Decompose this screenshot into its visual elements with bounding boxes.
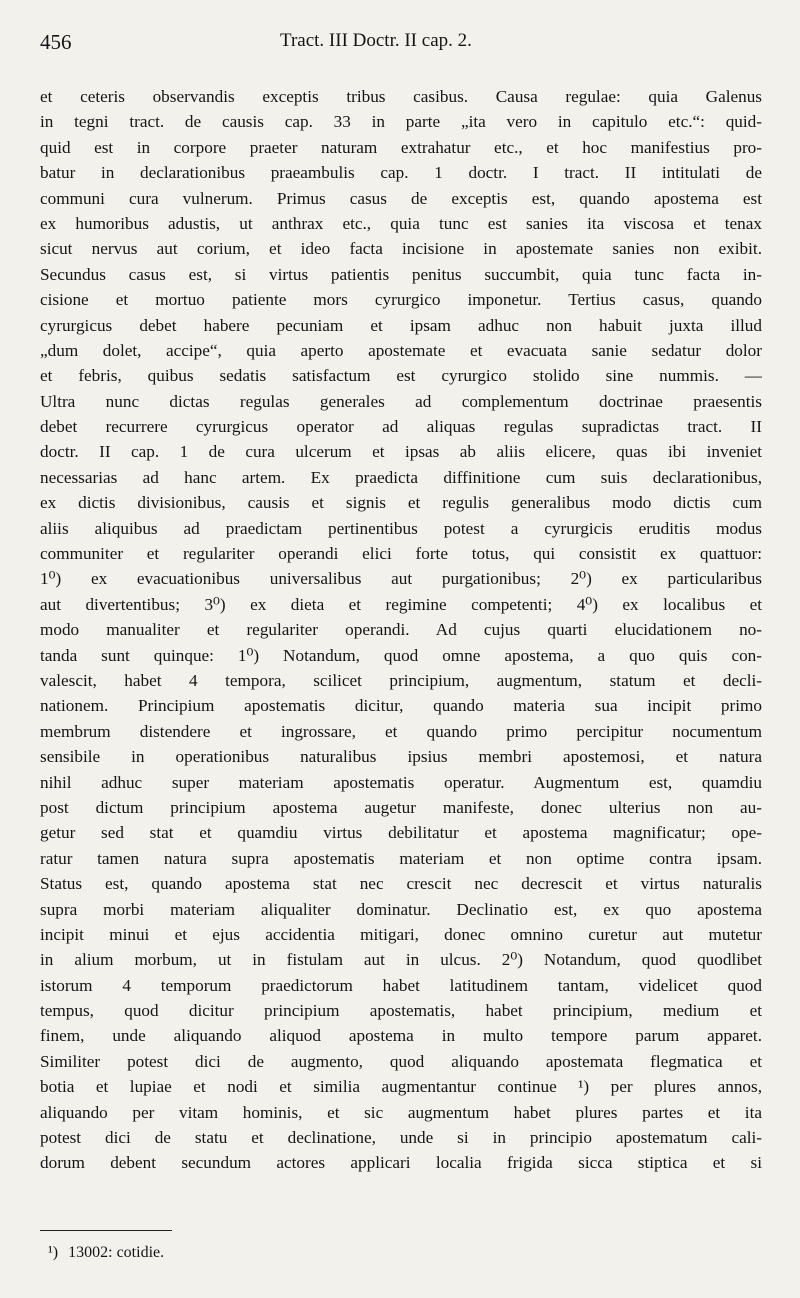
footnote-text: 13002: cotidie. (68, 1244, 165, 1261)
text-line: in tegni tract. de causis cap. 33 in parte „ita vero in capitulo etc.“: quid- (40, 112, 762, 132)
text-line: ratur tamen natura supra apostematis materiam et non optime contra ipsam. (40, 848, 762, 868)
text-line: incipit minui et ejus accidentia mitigari, donec omnino curetur aut mutetur (40, 924, 762, 944)
text-line: istorum 4 temporum praedictorum habet latitudinem tantam, videlicet quod (40, 975, 762, 995)
text-line: cisione et mortuo patiente mors cyrurgico imponetur. Tertius casus, quando (40, 290, 762, 310)
text-line: et febris, quibus sedatis satisfactum est cyrurgico stolido sine nummis. — (40, 366, 762, 386)
text-line: supra morbi materiam aliqualiter dominatur. Declinatio est, ex quo apostema (40, 899, 762, 919)
text-line: getur sed stat et quamdiu virtus debilitatur et apostema magnificatur; ope- (40, 823, 762, 843)
text-line: tempus, quod dicitur principium apostematis, habet principium, medium et (40, 1001, 762, 1021)
footnote-marker: ¹) (48, 1244, 59, 1261)
text-line: valescit, habet 4 tempora, scilicet principium, augmentum, statum et decli- (40, 670, 762, 690)
text-line: botia et lupiae et nodi et similia augmentantur continue ¹) per plures annos, (40, 1077, 762, 1097)
text-line: aut divertentibus; 3⁰) ex dieta et regimine competenti; 4⁰) ex localibus et (40, 594, 762, 614)
text-line: potest dici de statu et declinatione, unde si in principio apostematum cali- (40, 1128, 762, 1148)
text-line: membrum distendere et ingrossare, et quando primo percipitur nocumentum (40, 721, 762, 741)
text-line: et ceteris observandis exceptis tribus casibus. Causa regulae: quia Galenus (40, 87, 762, 106)
text-line: sensibile in operationibus naturalibus ipsius membri apostemosi, et natura (40, 747, 762, 767)
text-line: sicut nervus aut corium, et ideo facta incisione in apostemate sanies non exibit. (40, 239, 762, 259)
text-line: modo manualiter et regulariter operandi. Ad cujus quarti elucidationem no- (40, 620, 762, 640)
text-line: dorum debent secundum actores applicari localia frigida sicca stiptica et si (40, 1153, 762, 1173)
text-line: Status est, quando apostema stat nec crescit nec decrescit et virtus naturalis (40, 874, 762, 894)
text-line: post dictum principium apostema augetur manifeste, donec ulterius non au- (40, 797, 762, 817)
text-line: nihil adhuc super materiam apostematis operatur. Augmentum est, quamdiu (40, 772, 762, 792)
text-line: tanda sunt quinque: 1⁰) Notandum, quod omne apostema, a quo quis con- (40, 645, 762, 665)
text-line: communiter et regulariter operandi elici forte totus, qui consistit ex quattuor: (40, 544, 762, 564)
text-line: ex humoribus adustis, ut anthrax etc., quia tunc est sanies ita viscosa et tenax (40, 213, 762, 233)
text-line: batur in declarationibus praeambulis cap. 1 doctr. I tract. II intitulati de (40, 163, 762, 183)
footnote-divider (40, 1230, 172, 1231)
text-line: aliquando per vitam hominis, et sic augmentum habet plures partes et ita (40, 1102, 762, 1122)
text-line: necessarias ad hanc artem. Ex praedicta diffinitione cum suis declarationibus, (40, 467, 762, 487)
text-line: finem, unde aliquando aliquod apostema in multo tempore parum apparet. (40, 1026, 762, 1046)
body-text (40, 84, 762, 1176)
page-number: 456 (40, 30, 72, 54)
text-line: in alium morbum, ut in fistulam aut in ulcus. 2⁰) Notandum, quod quodlibet (40, 950, 762, 970)
text-line: quid est in corpore praeter naturam extrahatur etc., et hoc manifestius pro- (40, 137, 762, 157)
text-line: Similiter potest dici de augmento, quod aliquando apostemata flegmatica et (40, 1051, 762, 1071)
text-line: communi cura vulnerum. Primus casus de exceptis est, quando apostema est (40, 188, 762, 208)
text-line: cyrurgicus debet habere pecuniam et ipsam adhuc non habuit juxta illud (40, 315, 762, 335)
text-line: 1⁰) ex evacuationibus universalibus aut purgationibus; 2⁰) ex particularibus (40, 569, 762, 589)
text-line: aliis aliquibus ad praedictam pertinentibus potest a cyrurgicis eruditis modus (40, 518, 762, 538)
text-line: Ultra nunc dictas regulas generales ad complementum doctrinae praesentis (40, 391, 762, 411)
text-line: nationem. Principium apostematis dicitur, quando materia sua incipit primo (40, 696, 762, 716)
text-line: Secundus casus est, si virtus patientis penitus succumbit, quia tunc facta in- (40, 264, 762, 284)
footnote (48, 1244, 164, 1262)
text-line: ex dictis divisionibus, causis et signis et regulis generalibus modo dictis cum (40, 493, 762, 513)
text-line: „dum dolet, accipe“, quia aperto apostemate et evacuata sanie sedatur dolor (40, 340, 762, 360)
text-line: doctr. II cap. 1 de cura ulcerum et ipsas ab aliis elicere, quas ibi inveniet (40, 442, 762, 462)
running-head: Tract. III Doctr. II cap. 2. (280, 30, 472, 51)
text-line: debet recurrere cyrurgicus operator ad aliquas regulas supradictas tract. II (40, 417, 762, 437)
page-header (40, 28, 760, 58)
